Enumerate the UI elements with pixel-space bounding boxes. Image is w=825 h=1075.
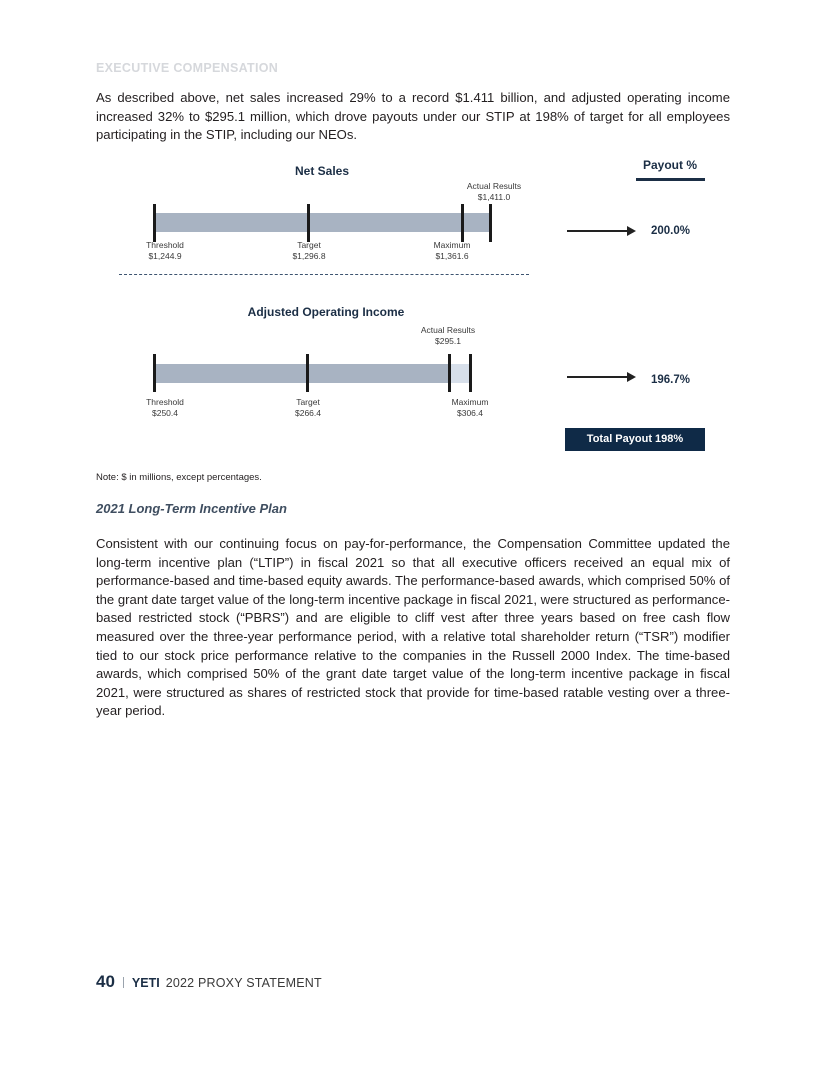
payout-rule xyxy=(636,178,705,181)
intro-paragraph: As described above, net sales increased 29% to a record $1.411 billion, and adjusted operating income increased 32% to $295.1 million, which drove payouts under our STIP at 198% of target for all employees participating in the STIP, including our NEOs. xyxy=(96,90,730,143)
note: Note: $ in millions, except percentages. xyxy=(96,472,262,483)
arrow-right-icon xyxy=(627,226,636,236)
aoi-actual-tick xyxy=(448,354,451,392)
aoi-actual-label: Actual Results $295.1 xyxy=(420,325,476,346)
footer-divider xyxy=(123,977,124,988)
net-sales-maximum-label: Maximum $1,361.6 xyxy=(433,240,471,261)
aoi-arrow-line xyxy=(567,376,629,378)
aoi-payout: 196.7% xyxy=(651,374,691,386)
section-label: EXECUTIVE COMPENSATION xyxy=(96,61,279,75)
aoi-target-tick xyxy=(306,354,309,392)
net-sales-actual-tick xyxy=(489,204,492,242)
aoi-title: Adjusted Operating Income xyxy=(247,305,405,319)
aoi-threshold-label: Threshold $250.4 xyxy=(146,397,184,418)
net-sales-arrow-line xyxy=(567,230,629,232)
net-sales-bar xyxy=(154,213,490,232)
payout-header: Payout % xyxy=(642,158,697,172)
net-sales-threshold-label: Threshold $1,244.9 xyxy=(146,240,184,261)
page-footer xyxy=(96,972,322,992)
aoi-target-label: Target $266.4 xyxy=(295,397,321,418)
net-sales-payout: 200.0% xyxy=(651,225,691,237)
net-sales-threshold-tick xyxy=(153,204,156,242)
aoi-threshold-tick xyxy=(153,354,156,392)
aoi-maximum-tick xyxy=(469,354,472,392)
footer-title: 2022 PROXY STATEMENT xyxy=(165,976,322,990)
ltip-paragraph: Consistent with our continuing focus on pay-for-performance, the Compensation Committee updated the long-term incentive plan (“LTIP”) in fiscal 2021 so that all executive officers received an equal mix of performance-based and time-based equity awards. The performance-based awards, which comprised 50% of the grant date target value of the long-term incentive package in fiscal 2021, were structured as performance-based restricted stock (“PBRS”) and are eligible to cliff vest after three years based on free cash flow measured over the three-year performance period, with a relative total shareholder return (“TSR”) modifier tied to our stock price performance relative to the companies in the Russell 2000 Index. The time-based awards, which comprised 50% of the grant date target value of the long-term incentive package in fiscal 2021, were structured as shares of restricted stock that provide for time-based ratable vesting over a three-year period. xyxy=(96,536,730,719)
net-sales-target-tick xyxy=(307,204,310,242)
arrow-right-icon xyxy=(627,372,636,382)
net-sales-actual-label: Actual Results $1,411.0 xyxy=(466,181,522,202)
net-sales-target-label: Target $1,296.8 xyxy=(292,240,326,261)
net-sales-maximum-tick xyxy=(461,204,464,242)
footer-brand: YETI xyxy=(131,976,160,990)
aoi-maximum-label: Maximum $306.4 xyxy=(451,397,489,418)
ltip-heading: 2021 Long-Term Incentive Plan xyxy=(96,501,287,516)
aoi-bar-actual xyxy=(154,364,449,383)
total-payout-badge: Total Payout 198% xyxy=(565,428,705,451)
chart-divider xyxy=(119,274,529,275)
net-sales-title: Net Sales xyxy=(294,164,350,178)
page-number: 40 xyxy=(96,972,115,991)
